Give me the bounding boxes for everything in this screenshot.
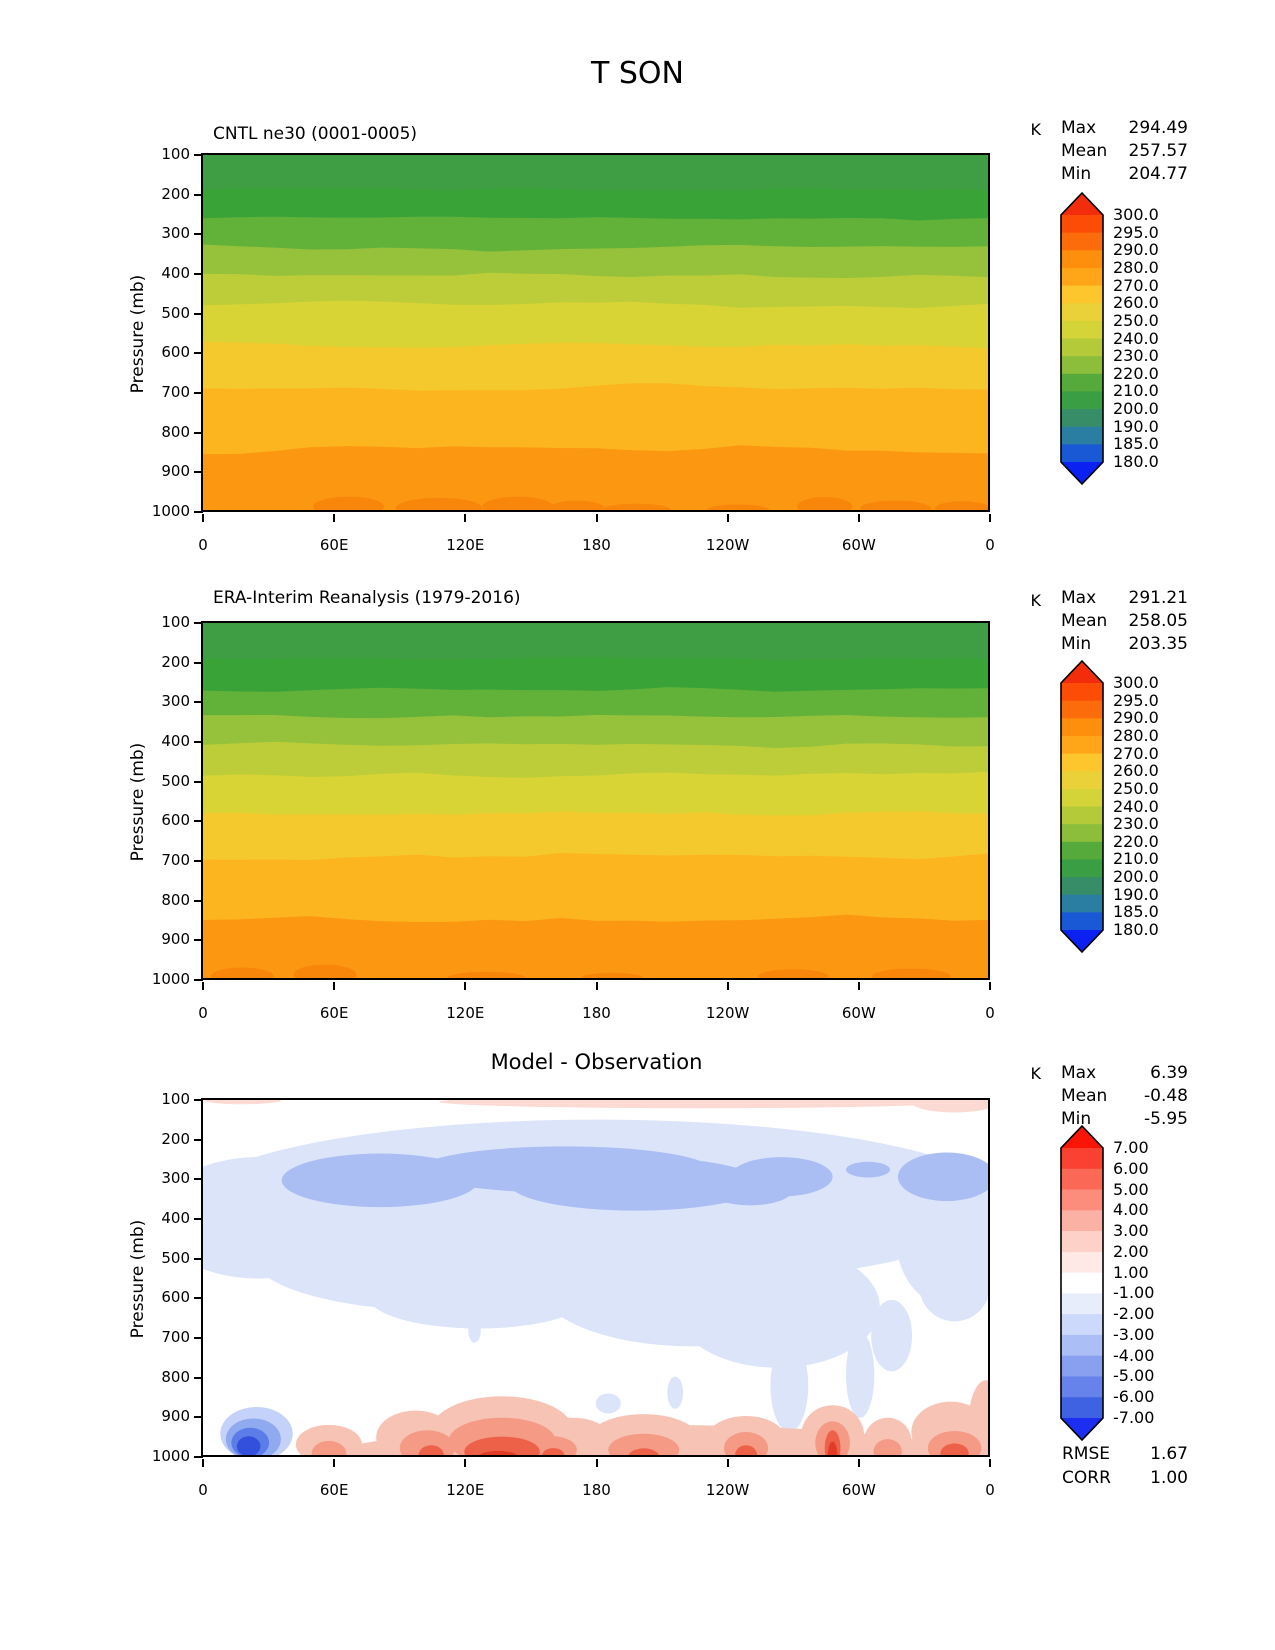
x-tick-label: 60W [841,536,876,554]
y-tick [194,313,203,315]
y-tick-label: 400 [161,1209,190,1227]
stat-value: -0.48 [1144,1086,1188,1106]
y-tick-label: 700 [161,383,190,401]
x-tick-label: 120E [446,1481,485,1499]
y-tick-label: 800 [161,890,190,909]
x-tick [333,982,335,990]
x-tick [989,982,991,990]
y-tick-label: 600 [161,811,190,830]
y-tick-label: 200 [161,1129,190,1148]
colorbar-label: 185.0 [1113,902,1159,922]
y-tick-label: 900 [161,930,190,949]
y-tick [194,820,203,822]
colorbar-label: 210.0 [1113,849,1159,869]
x-tick [202,982,204,990]
y-tick-label: 300 [161,692,190,711]
y-tick-label: 300 [161,224,190,243]
x-tick [464,1459,466,1467]
colorbar-label: 250.0 [1113,310,1159,330]
colorbar-label: 220.0 [1113,831,1159,851]
colorbar-label: 230.0 [1113,814,1159,834]
stat-label: Min [1061,634,1092,654]
y-tick [194,701,203,703]
colorbar-label: 2.00 [1113,1241,1149,1261]
colorbar-label: 200.0 [1113,867,1159,887]
x-tick-label: 120W [705,1004,750,1022]
y-tick-label: 500 [161,771,190,790]
x-tick [858,514,860,522]
colorbar-label: 210.0 [1113,381,1159,401]
x-tick-label: 60W [841,1481,876,1499]
x-tick [727,1459,729,1467]
colorbar-label: 5.00 [1113,1179,1149,1199]
y-tick [194,194,203,196]
y-tick-label: 700 [161,851,190,869]
colorbar-label: 180.0 [1113,920,1159,939]
colorbar-label: 230.0 [1113,346,1159,366]
y-tick-label: 600 [161,1288,190,1307]
stat-value: 204.77 [1128,164,1188,184]
stat-value: 6.39 [1150,1063,1188,1083]
colorbar-label: 240.0 [1113,796,1159,816]
stat-label: Max [1061,118,1097,138]
colorbar-label: 240.0 [1113,328,1159,348]
y-tick-label: 500 [161,303,190,322]
colorbar-label: 280.0 [1113,725,1159,745]
y-tick [194,1258,203,1260]
x-tick [202,514,204,522]
y-tick-label: 800 [161,1367,190,1386]
y-tick-label: 200 [161,652,190,671]
rmse-corr-label: RMSE [1062,1444,1111,1464]
x-tick-label: 0 [198,1481,208,1499]
rmse-corr-label: CORR [1062,1468,1111,1488]
y-tick [194,233,203,235]
y-tick [194,471,203,473]
x-tick-label: 0 [985,1004,995,1022]
unit-label: K [1030,1064,1041,1083]
x-tick [202,1459,204,1467]
x-tick-label: 0 [985,536,995,554]
x-tick [464,982,466,990]
y-tick-label: 1000 [151,502,190,520]
x-tick [858,982,860,990]
x-tick-label: 60E [319,1004,349,1022]
unit-label: K [1030,120,1041,139]
y-tick-label: 400 [161,732,190,750]
y-tick [194,860,203,862]
colorbar [1059,191,1105,486]
x-tick [333,514,335,522]
stat-value: 203.35 [1128,634,1188,654]
stat-label: Mean [1061,611,1108,631]
stat-value: 258.05 [1128,611,1188,631]
colorbar-label: 295.0 [1113,222,1159,242]
y-tick-label: 800 [161,422,190,441]
colorbar-label: 290.0 [1113,708,1159,728]
y-axis-label: Pressure (mb) [128,742,148,861]
colorbar-label: -4.00 [1113,1345,1155,1365]
x-tick-label: 60W [841,1004,876,1022]
y-tick-label: 1000 [151,970,190,988]
y-tick-label: 300 [161,1169,190,1188]
colorbar-label: 1.00 [1113,1262,1149,1282]
stat-value: 291.21 [1128,588,1188,608]
colorbar-label: 270.0 [1113,275,1159,295]
stat-label: Mean [1061,141,1108,161]
x-tick-label: 120W [705,536,750,554]
y-tick [194,741,203,743]
y-tick [194,1456,203,1458]
colorbar-label: 300.0 [1113,205,1159,224]
colorbar-label: 200.0 [1113,399,1159,419]
stat-value: -5.95 [1144,1109,1188,1129]
x-tick-label: 0 [985,1481,995,1499]
x-tick-label: 120W [705,1481,750,1499]
colorbar-label: 190.0 [1113,884,1159,904]
colorbar-label: 185.0 [1113,434,1159,454]
contour-plot [203,623,990,980]
figure-title: T SON [591,56,684,91]
x-tick [596,514,598,522]
x-tick [596,1459,598,1467]
y-tick [194,273,203,275]
x-tick [989,1459,991,1467]
y-tick [194,1139,203,1141]
x-tick [333,1459,335,1467]
stat-label: Min [1061,164,1092,184]
y-tick-label: 900 [161,462,190,481]
stat-label: Max [1061,588,1097,608]
y-tick-label: 700 [161,1328,190,1346]
colorbar-label: 250.0 [1113,778,1159,798]
x-tick [858,1459,860,1467]
colorbar-label: -5.00 [1113,1366,1155,1386]
colorbar-label: -7.00 [1113,1408,1155,1427]
x-tick-label: 180 [582,1481,611,1499]
colorbar [1059,1124,1105,1442]
y-axis-label: Pressure (mb) [128,1219,148,1338]
colorbar-label: 270.0 [1113,743,1159,763]
y-tick [194,1416,203,1418]
colorbar-label: 300.0 [1113,673,1159,692]
y-tick [194,1337,203,1339]
panel-title: ERA-Interim Reanalysis (1979-2016) [213,588,521,608]
y-tick [194,1377,203,1379]
y-tick-label: 900 [161,1407,190,1426]
colorbar [1059,659,1105,954]
y-tick [194,662,203,664]
y-tick [194,392,203,394]
y-tick-label: 400 [161,264,190,282]
colorbar-label: 190.0 [1113,416,1159,436]
x-tick-label: 60E [319,536,349,554]
y-tick [194,511,203,513]
stat-value: 257.57 [1128,141,1188,161]
x-tick [596,982,598,990]
stat-value: 294.49 [1128,118,1188,138]
y-tick [194,154,203,156]
x-tick [727,514,729,522]
colorbar-label: 280.0 [1113,257,1159,277]
colorbar-label: 260.0 [1113,293,1159,313]
y-tick [194,1178,203,1180]
x-tick-label: 180 [582,1004,611,1022]
y-tick [194,1297,203,1299]
panel-title: Model - Observation [490,1050,703,1074]
contour-plot [203,1100,990,1457]
unit-label: K [1030,591,1041,610]
y-tick [194,979,203,981]
colorbar-label: -1.00 [1113,1283,1155,1303]
y-tick [194,1099,203,1101]
colorbar-label: 4.00 [1113,1200,1149,1220]
y-tick-label: 100 [161,1090,190,1108]
x-tick-label: 120E [446,1004,485,1022]
y-tick-label: 100 [161,145,190,163]
x-tick [989,514,991,522]
colorbar-label: -6.00 [1113,1387,1155,1407]
colorbar-label: 260.0 [1113,761,1159,781]
x-tick-label: 60E [319,1481,349,1499]
y-tick-label: 500 [161,1248,190,1267]
colorbar-label: 180.0 [1113,452,1159,471]
x-tick-label: 0 [198,536,208,554]
colorbar-label: 220.0 [1113,363,1159,383]
x-tick [464,514,466,522]
x-tick-label: 180 [582,536,611,554]
contour-plot [203,155,990,512]
y-tick-label: 1000 [151,1447,190,1465]
y-tick [194,900,203,902]
y-tick-label: 100 [161,613,190,631]
colorbar-label: 3.00 [1113,1221,1149,1241]
x-tick [727,982,729,990]
colorbar-label: 7.00 [1113,1138,1149,1157]
colorbar-label: 290.0 [1113,240,1159,260]
x-tick-label: 120E [446,536,485,554]
y-tick-label: 600 [161,343,190,362]
y-axis-label: Pressure (mb) [128,274,148,393]
stat-label: Min [1061,1109,1092,1129]
stat-label: Mean [1061,1086,1108,1106]
colorbar-label: -2.00 [1113,1304,1155,1324]
rmse-corr-value: 1.00 [1150,1468,1188,1488]
y-tick [194,781,203,783]
x-tick-label: 0 [198,1004,208,1022]
colorbar-label: -3.00 [1113,1324,1155,1344]
y-tick [194,622,203,624]
y-tick [194,352,203,354]
y-tick [194,939,203,941]
y-tick [194,1218,203,1220]
stat-label: Max [1061,1063,1097,1083]
y-tick [194,432,203,434]
rmse-corr-value: 1.67 [1150,1444,1188,1464]
colorbar-label: 295.0 [1113,690,1159,710]
panel-title: CNTL ne30 (0001-0005) [213,124,418,144]
colorbar-label: 6.00 [1113,1158,1149,1178]
y-tick-label: 200 [161,184,190,203]
